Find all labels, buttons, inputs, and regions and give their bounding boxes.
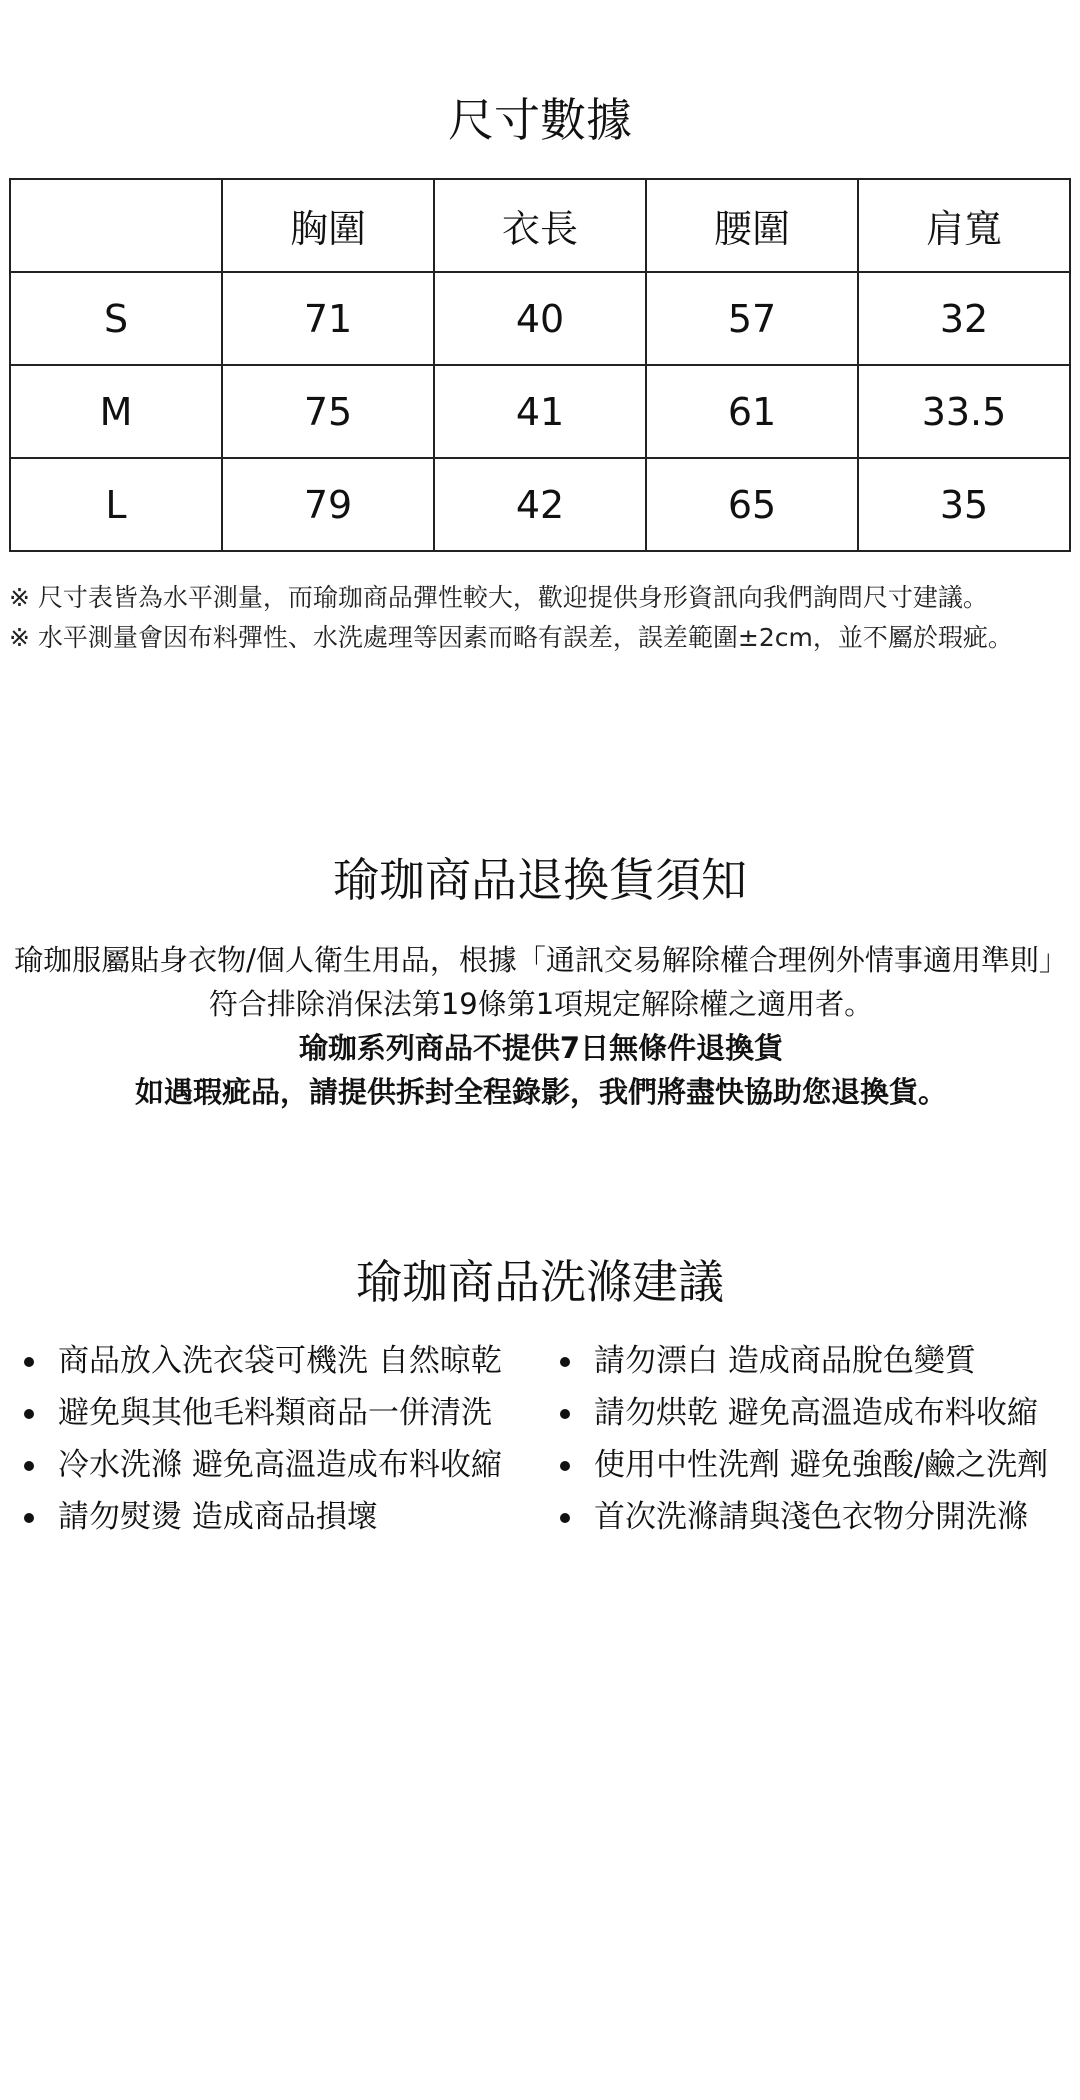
size-note: ※ 水平測量會因布料彈性、水洗處理等因素而略有誤差，誤差範圍±2cm，並不屬於瑕疵。 (9, 623, 1013, 652)
table-cell: 57 (646, 272, 858, 365)
list-item: 請勿熨燙 造成商品損壞 (24, 1491, 502, 1543)
wash-list-right (560, 1335, 1048, 1543)
table-cell: M (10, 365, 222, 458)
table-header-cell: 衣長 (434, 179, 646, 272)
table-cell: 41 (434, 365, 646, 458)
table-cell: 71 (222, 272, 434, 365)
table-cell: 75 (222, 365, 434, 458)
list-item: 請勿烘乾 避免高溫造成布料收縮 (560, 1387, 1048, 1439)
list-item: 避免與其他毛料類商品一併清洗 (24, 1387, 502, 1439)
return-policy-paragraph: 瑜珈服屬貼身衣物/個人衛生用品，根據「通訊交易解除權合理例外情事適用準則」符合排除消保法第19條第1項規定解除權之適用者。 (14, 943, 1068, 1021)
table-row (10, 272, 1070, 365)
wash-list-left (24, 1335, 502, 1543)
return-policy-body (10, 938, 1072, 1114)
table-header-row (10, 179, 1070, 272)
table-cell: 61 (646, 365, 858, 458)
table-cell: 40 (434, 272, 646, 365)
list-item: 請勿漂白 造成商品脫色變質 (560, 1335, 1048, 1387)
table-cell: L (10, 458, 222, 551)
list-item: 使用中性洗劑 避免強酸/鹼之洗劑 (560, 1439, 1048, 1491)
list-item: 首次洗滌請與淺色衣物分開洗滌 (560, 1491, 1048, 1543)
size-note: ※ 尺寸表皆為水平測量，而瑜珈商品彈性較大，歡迎提供身形資訊向我們詢問尺寸建議。 (9, 583, 988, 612)
size-section-title: 尺寸數據 (448, 93, 632, 147)
table-row (10, 458, 1070, 551)
table-cell: 65 (646, 458, 858, 551)
list-item: 商品放入洗衣袋可機洗 自然晾乾 (24, 1335, 502, 1387)
return-section-title: 瑜珈商品退換貨須知 (333, 853, 747, 907)
table-cell: 35 (858, 458, 1070, 551)
table-cell: S (10, 272, 222, 365)
table-cell: 32 (858, 272, 1070, 365)
table-header-cell: 胸圍 (222, 179, 434, 272)
table-header-cell (10, 179, 222, 272)
table-header-cell: 腰圍 (646, 179, 858, 272)
table-row (10, 365, 1070, 458)
wash-section-title: 瑜珈商品洗滌建議 (356, 1255, 724, 1309)
size-notes (9, 578, 1074, 658)
table-header-cell: 肩寬 (858, 179, 1070, 272)
table-cell: 33.5 (858, 365, 1070, 458)
table-cell: 42 (434, 458, 646, 551)
return-policy-bold-line: 瑜珈系列商品不提供7日無條件退換貨 (298, 1031, 784, 1065)
return-policy-bold-line: 如遇瑕疵品，請提供拆封全程錄影，我們將盡快協助您退換貨。 (134, 1075, 947, 1109)
list-item: 冷水洗滌 避免高溫造成布料收縮 (24, 1439, 502, 1491)
table-cell: 79 (222, 458, 434, 551)
size-table (9, 178, 1071, 552)
